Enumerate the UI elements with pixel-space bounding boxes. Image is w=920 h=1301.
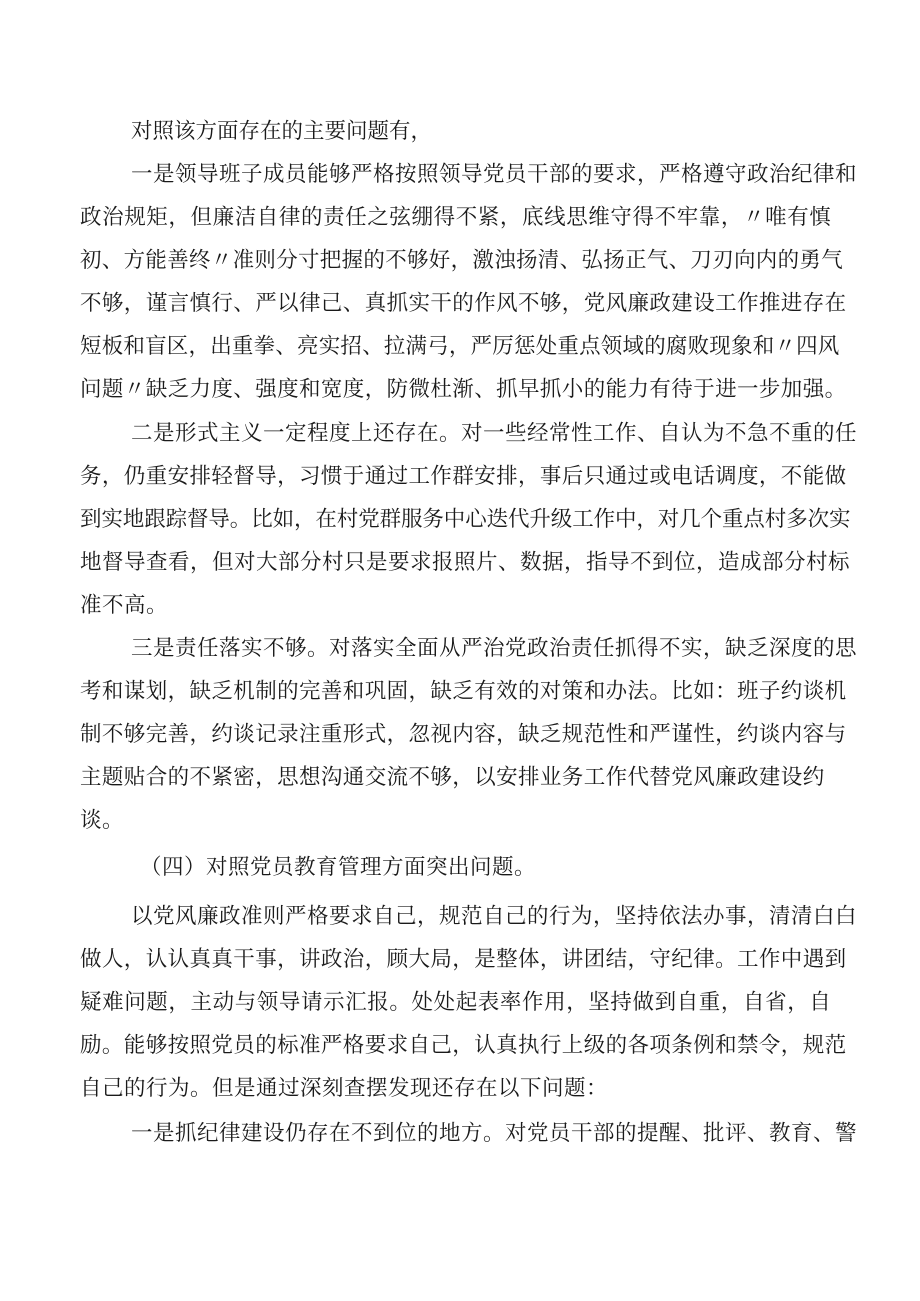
text-line xyxy=(0,500,920,540)
text-line-content: 地督导查看，但对大部分村只是要求报照片、数据，指导不到位，造成部分村标 xyxy=(80,550,851,575)
text-line-content: 谈。 xyxy=(80,808,125,833)
text-line-content: 到实地跟踪督导。比如，在村党群服务中心迭代升级工作中，对几个重点村多次实 xyxy=(80,507,851,532)
text-line xyxy=(0,1026,920,1066)
text-line xyxy=(0,155,920,195)
section-heading xyxy=(0,848,920,888)
text-line xyxy=(0,629,920,669)
text-line-content: 自己的行为。但是通过深刻查摆发现还存在以下问题： xyxy=(80,1076,609,1101)
text-line xyxy=(0,543,920,583)
text-line-content: 短板和盲区，出重拳、亮实招、拉满弓，严厉惩处重点领域的腐败现象和〃四风 xyxy=(80,334,840,359)
text-line xyxy=(0,983,920,1023)
text-line xyxy=(0,241,920,281)
text-line-content: 三是责任落实不够。对落实全面从严治党政治责任抓得不实，缺乏深度的思 xyxy=(131,636,858,661)
text-line-content: 二是形式主义一定程度上还存在。对一些经常性工作、自认为不急不重的任 xyxy=(131,421,858,446)
text-line-content: 疑难问题，主动与领导请示汇报。处处起表率作用，坚持做到自重，自省，自 xyxy=(80,990,832,1015)
text-line xyxy=(0,284,920,324)
text-line xyxy=(0,1114,920,1154)
text-line-content: 务，仍重安排轻督导，习惯于通过工作群安排，事后只通过或电话调度，不能做 xyxy=(80,464,847,489)
text-line xyxy=(0,414,920,454)
text-line-content: 对照该方面存在的主要问题有， xyxy=(131,119,433,144)
section-heading-text: （四）对照党员教育管理方面突出问题。 xyxy=(140,855,537,880)
text-line xyxy=(0,198,920,238)
text-line-content: 考和谋划，缺乏机制的完善和巩固，缺乏有效的对策和办法。比如：班子约谈机 xyxy=(80,679,847,704)
text-line-content: 主题贴合的不紧密，思想沟通交流不够，以安排业务工作代替党风廉政建设约 xyxy=(80,765,825,790)
text-line xyxy=(0,715,920,755)
text-line xyxy=(0,940,920,980)
text-line-content: 初、方能善终〃准则分寸把握的不够好，激浊扬清、弘扬正气、刀刃向内的勇气 xyxy=(80,248,844,273)
text-line xyxy=(0,327,920,367)
text-line-content: 政治规矩，但廉洁自律的责任之弦绷得不紧，底线思维守得不牢靠，〃唯有慎 xyxy=(80,205,832,230)
text-line-content: 励。能够按照党员的标准严格要求自己，认真执行上级的各项条例和禁令，规范 xyxy=(80,1033,847,1058)
text-line xyxy=(0,457,920,497)
text-line xyxy=(0,112,920,152)
text-line xyxy=(0,672,920,712)
text-line-content: 一是领导班子成员能够严格按照领导党员干部的要求，严格遵守政治纪律和 xyxy=(131,162,858,187)
text-line-content: 做人，认认真真干事，讲政治，顾大局，是整体，讲团结，守纪律。工作中遇到 xyxy=(80,947,847,972)
text-line-content: 不够，谨言慎行、严以律己、真抓实干的作风不够，党风廉政建设工作推进存在 xyxy=(80,291,847,316)
text-line-content: 以党风廉政准则严格要求自己，规范自己的行为，坚持依法办事，清清白白 xyxy=(131,904,858,929)
text-line xyxy=(0,801,920,841)
text-line xyxy=(0,758,920,798)
text-line xyxy=(0,1069,920,1109)
text-line-content: 制不够完善，约谈记录注重形式，忽视内容，缺乏规范性和严谨性，约谈内容与 xyxy=(80,722,847,747)
text-line-content: 问题〃缺乏力度、强度和宽度，防微杜渐、抓早抓小的能力有待于进一步加强。 xyxy=(80,377,847,402)
text-line xyxy=(0,897,920,937)
text-line-content: 准不高。 xyxy=(80,593,169,618)
text-line xyxy=(0,370,920,410)
text-line-content: 一是抓纪律建设仍存在不到位的地方。对党员干部的提醒、批评、教育、警 xyxy=(131,1121,858,1146)
text-line xyxy=(0,586,920,626)
